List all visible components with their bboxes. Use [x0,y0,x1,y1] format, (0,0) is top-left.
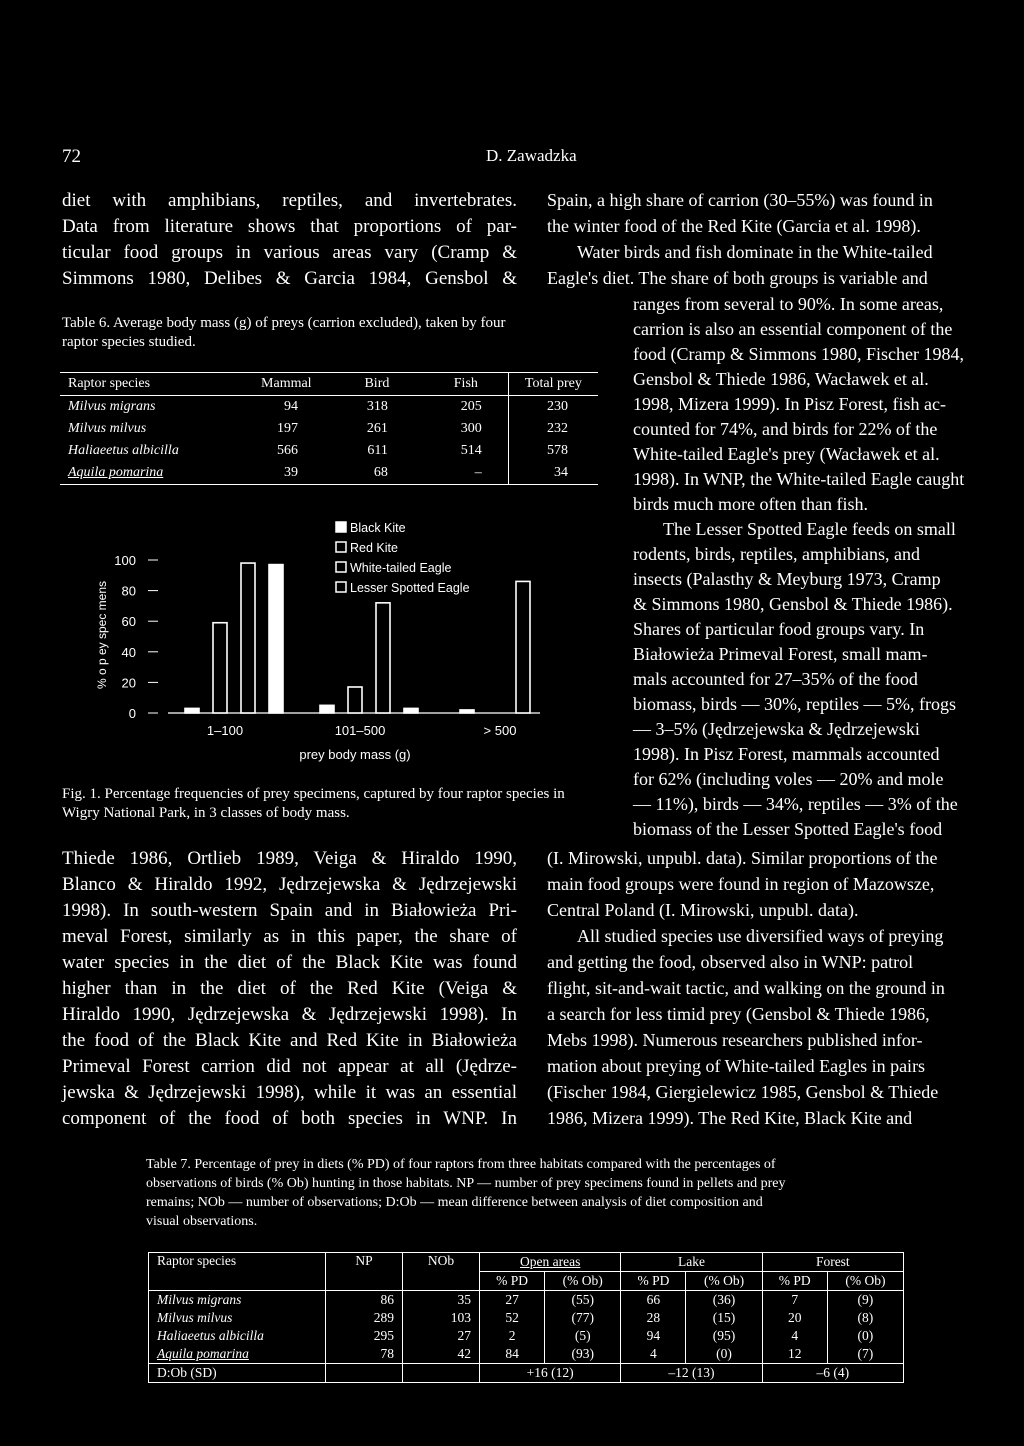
text-line: Mebs 1998). Numerous researchers published infor- [547,1030,923,1050]
y-tick-label: 40 [121,644,136,660]
table-cell: (77) [545,1309,621,1327]
text-line: diet with amphibians, reptiles, and invertebrates. [62,190,517,211]
table-cell: (93) [545,1345,621,1364]
text-line: a search for less timid prey (Gensbol & Thiede 1986, [547,1004,930,1024]
table-summary-row [149,1364,904,1383]
text-line: Data from literature shows that proportions of par- [62,216,517,237]
summary-value: –12 (13) [621,1364,762,1383]
species-cell: Milvus milvus [68,421,147,436]
caption-line: observations of birds (% Ob) hunting in those habitats. NP — number of prey specimens found in pellets and prey [146,1176,786,1191]
text-line: main food groups were found in region of Mazowsze, [547,874,935,894]
x-tick-label: > 500 [483,723,517,738]
table-cell: (0) [827,1327,903,1345]
legend-swatch [336,582,346,592]
bar-lesser-spotted-eagle [404,708,418,713]
table-row [149,1327,904,1345]
text-line: water species in the diet of the Black Kite was found [62,952,517,973]
text-line: biomass of the Lesser Spotted Eagle's food [633,819,943,839]
caption-line: Table 7. Percentage of prey in diets (% PD) of four raptors from three habitats compared with the percentages of [146,1157,776,1172]
figure-1-chart [90,515,570,765]
species-cell: Milvus migrans [149,1291,326,1310]
table6 [60,372,598,485]
text-line: 1998, Mizera 1999). In Pisz Forest, fish ac- [633,394,946,414]
table-cell: (55) [545,1291,621,1310]
bar-red-kite [348,687,362,713]
table-cell [403,1364,480,1383]
table-cell: 28 [621,1309,686,1327]
legend-label: Red Kite [350,541,398,555]
species-cell: Milvus milvus [149,1309,326,1327]
text-line: for 62% (including voles — 20% and mole [633,769,944,789]
text-line: ranges from several to 90%. In some areas, [633,294,944,314]
caption-line: raptor species studied. [62,334,196,350]
table-cell: 42 [403,1345,480,1364]
text-line: Eagle's diet. The share of both groups is variable and [547,268,928,288]
table-cell: – [424,462,508,485]
table-cell: 205 [460,399,482,414]
subheader-cell: % PD [762,1272,827,1291]
text-line: Blanco & Hiraldo 1992, Jędrzejewska & Jędrzejewski [62,874,517,895]
legend-label: Black Kite [350,521,406,535]
table-cell: 52 [480,1309,545,1327]
table-cell: 289 [326,1309,403,1327]
text-line: the winter food of the Red Kite (Garcia et al. 1998). [547,216,921,236]
table-cell: 514 [460,443,482,458]
species-cell: Aquila pomarina [60,462,243,485]
species-cell: Aquila pomarina [149,1345,326,1364]
table-cell: 578 [508,440,598,462]
running-author: D. Zawadzka [486,146,577,165]
table-row [149,1309,904,1327]
text-line: insects (Palasthy & Meyburg 1973, Cramp [633,569,941,589]
table-row [60,418,598,440]
summary-value: +16 (12) [480,1364,621,1383]
header-cell: Forest [762,1253,903,1272]
header-cell: Open areas [480,1253,621,1272]
table7-caption [146,1155,785,1231]
table-cell: 2 [480,1327,545,1345]
bar-red-kite [213,623,227,713]
text-line: — 3–5% (Jędrzejewska & Jędrzejewski [633,719,920,739]
caption-line: Table 6. Average body mass (g) of preys (carrion excluded), taken by four [62,315,506,331]
x-tick-label: 101–500 [334,723,386,738]
table-cell: 12 [762,1345,827,1364]
y-axis-label: % o p ey spec mens [95,580,109,690]
table-cell: 103 [403,1309,480,1327]
legend-swatch [336,562,346,572]
header-cell: Raptor species [149,1253,326,1291]
table-cell: 261 [366,421,388,436]
text-line: The Lesser Spotted Eagle feeds on small [663,519,956,539]
text-line: Primeval Forest carrion did not appear at all (Jędrze- [62,1056,517,1077]
text-line: All studied species use diversified ways of preying [577,926,944,946]
text-line: meval Forest, similarly as in this paper, the share of [62,926,517,947]
table-cell: 197 [276,421,298,436]
text-line: higher than in the diet of the Red Kite (Veiga & [62,978,517,999]
bar-black-kite [185,708,199,713]
table-cell: 7 [762,1291,827,1310]
table-cell: 4 [621,1345,686,1364]
page-number: 72 [62,146,81,167]
table-cell: (7) [827,1345,903,1364]
table7 [148,1252,904,1383]
table-cell: (36) [686,1291,762,1310]
table-cell: (95) [686,1327,762,1345]
header-cell: Lake [621,1253,762,1272]
table-cell: 94 [621,1327,686,1345]
table-cell: 611 [367,443,388,458]
caption-line: remains; NOb — number of observations; D:Ob — mean difference between analysis of diet composition and [146,1195,763,1210]
text-line: rodents, birds, reptiles, amphibians, and [633,544,920,564]
subheader-cell: (% Ob) [686,1272,762,1291]
text-line: component of the food of both species in WNP. In [62,1108,517,1129]
legend-label: Lesser Spotted Eagle [350,581,470,595]
table-cell: 232 [508,418,598,440]
text-line: jewska & Jędrzejewski 1998), while it was an essential [62,1082,517,1103]
y-tick-label: 0 [128,706,136,721]
bar-black-kite [460,710,474,713]
subheader-cell: (% Ob) [545,1272,621,1291]
text-line: biomass, birds — 30%, reptiles — 5%, frogs [633,694,956,714]
text-line: carrion is also an essential component of the [633,319,953,339]
bar-lesser-spotted-eagle [269,565,283,713]
bar-black-kite [320,705,334,713]
text-line: Gensbol & Thiede 1986, Wacławek et al. [633,369,929,389]
table-cell: 66 [621,1291,686,1310]
header-cell: NOb [403,1253,480,1291]
header-cell: Total prey [508,373,598,396]
text-line: Spain, a high share of carrion (30–55%) was found in [547,190,933,210]
text-line: Simmons 1980, Delibes & Garcia 1984, Gensbol & [62,268,517,289]
table-cell: 27 [480,1291,545,1310]
text-line: White-tailed Eagle's prey (Wacławek et al. [633,444,940,464]
table-cell: 39 [243,462,330,485]
table-cell: (15) [686,1309,762,1327]
x-axis-label: prey body mass (g) [299,747,411,762]
text-line: — 11%), birds — 34%, reptiles — 3% of the [633,794,958,814]
caption-line: visual observations. [146,1214,258,1229]
text-line: food (Cramp & Simmons 1980, Fischer 1984, [633,344,964,364]
table-cell: (8) [827,1309,903,1327]
text-line: mation about preying of White-tailed Eagles in pairs [547,1056,926,1076]
table-cell: 318 [366,399,388,414]
table-row [60,462,598,485]
table-row [149,1345,904,1364]
table-cell: 84 [480,1345,545,1364]
table-cell: 566 [276,443,298,458]
bar-white-tailed-eagle [241,563,255,713]
caption-line: Fig. 1. Percentage frequencies of prey specimens, captured by four raptor species in [62,786,565,802]
species-cell: Haliaeetus albicilla [68,443,179,458]
table-cell: 300 [460,421,482,436]
y-tick-label: 60 [121,614,136,630]
subheader-cell: (% Ob) [827,1272,903,1291]
table-cell: 86 [326,1291,403,1310]
caption-line: Wigry National Park, in 3 classes of body mass. [62,805,350,821]
legend-swatch [336,542,346,552]
species-cell: Haliaeetus albicilla [149,1327,326,1345]
text-line: ticular food groups in various areas vary (Cramp & [62,242,517,263]
table-row [60,396,598,419]
bar-white-tailed-eagle [376,603,390,713]
text-line: 1998). In Pisz Forest, mammals accounted [633,744,940,764]
text-line: (I. Mirowski, unpubl. data). Similar proportions of the [547,848,938,868]
header-cell: Fish [424,373,508,396]
table-cell: 27 [403,1327,480,1345]
summary-value: –6 (4) [762,1364,903,1383]
table-row [149,1291,904,1310]
text-line: Białowieża Primeval Forest, small mam- [633,644,928,664]
table-cell: (9) [827,1291,903,1310]
text-line: mals accounted for 27–35% of the food [633,669,918,689]
table-header-row [149,1253,904,1272]
header-cell: NP [326,1253,403,1291]
table-cell: 78 [326,1345,403,1364]
table-cell: 34 [508,462,598,485]
table-row [60,440,598,462]
species-cell: Milvus migrans [68,399,156,414]
text-line: & Simmons 1980, Gensbol & Thiede 1986). [633,594,953,614]
table-cell: 295 [326,1327,403,1345]
y-tick-label: 20 [121,675,136,691]
text-line: birds much more often than fish. [633,494,868,514]
y-tick-label: 80 [121,583,136,599]
header-cell: Raptor species [60,373,243,396]
table-cell: 20 [762,1309,827,1327]
table-header-row [60,373,598,396]
legend-swatch [336,522,346,532]
x-tick-label: 1–100 [206,723,244,738]
text-line: the food of the Black Kite and Red Kite in Białowieża [62,1030,517,1051]
table-cell: 68 [330,462,424,485]
text-line: 1998). In south-western Spain and in Białowieża Pri- [62,900,517,921]
table-cell [326,1364,403,1383]
text-line: Shares of particular food groups vary. In [633,619,925,639]
table6-caption [62,314,506,352]
table-cell: 230 [508,396,598,419]
text-line: Central Poland (I. Mirowski, unpubl. data). [547,900,859,920]
table-cell: (5) [545,1327,621,1345]
header-cell: Mammal [243,373,330,396]
text-line: (Fischer 1984, Giergielewicz 1985, Gensbol & Thiede [547,1082,939,1102]
text-line: and getting the food, observed also in WNP: patrol [547,952,914,972]
y-tick-label: 100 [114,553,136,568]
bar-white-tailed-eagle [516,581,530,713]
subheader-cell: % PD [480,1272,545,1291]
text-line: flight, sit-and-wait tactic, and walking on the ground in [547,978,945,998]
text-line: Thiede 1986, Ortlieb 1989, Veiga & Hiraldo 1990, [62,848,517,869]
table-cell: 35 [403,1291,480,1310]
text-line: Water birds and fish dominate in the White-tailed [577,242,933,262]
text-line: Hiraldo 1990, Jędrzejewska & Jędrzejewski 1998). In [62,1004,517,1025]
table-cell: 94 [283,399,298,414]
subheader-cell: % PD [621,1272,686,1291]
header-cell: Bird [330,373,424,396]
summary-label: D:Ob (SD) [149,1364,326,1383]
text-line: 1986, Mizera 1999). The Red Kite, Black Kite and [547,1108,913,1128]
table-cell: 4 [762,1327,827,1345]
table-cell: (0) [686,1345,762,1364]
text-line: counted for 74%, and birds for 22% of the [633,419,938,439]
figure-1-caption [62,785,565,823]
legend-label: White-tailed Eagle [350,561,452,575]
text-line: 1998). In WNP, the White-tailed Eagle caught [633,469,965,489]
